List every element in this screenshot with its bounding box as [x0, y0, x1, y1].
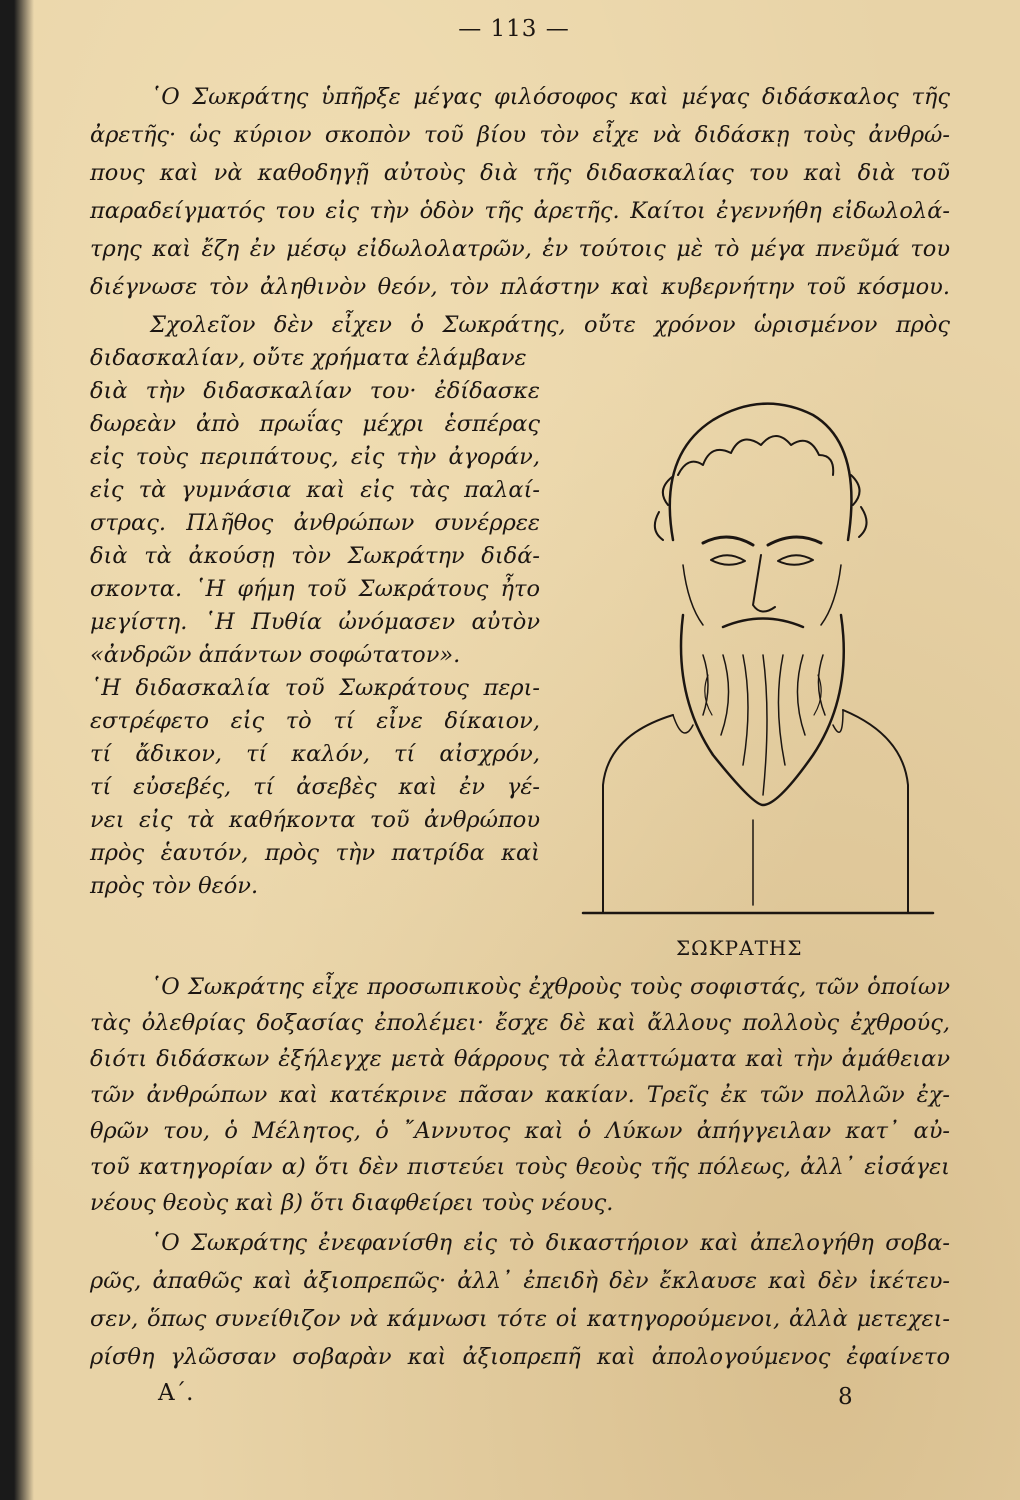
text-line: τὰς ὀλεθρίας δοξασίας ἐπολέμει· ἔσχε δὲ καὶ ἄλλους πολλοὺς ἐχθρούς, — [90, 1010, 950, 1036]
text-line: πους καὶ νὰ καθοδηγῇ αὐτοὺς διὰ τῆς διδασκαλίας του καὶ διὰ τοῦ — [90, 160, 950, 186]
text-line: σκοντα. ῾Η φήμη τοῦ Σωκράτους ἦτο — [90, 576, 540, 602]
text-line: τοῦ κατηγορίαν α) ὅτι δὲν πιστεύει τοὺς θεοὺς τῆς πόλεως, ἀλλ᾽ εἰσάγει — [90, 1154, 950, 1180]
text-line: μεγίστη. ῾Η Πυθία ὠνόμασεν αὐτὸν — [90, 609, 540, 635]
text-line: τρης καὶ ἔζη ἐν μέσῳ εἰδωλολατρῶν, ἐν τούτοις μὲ τὸ μέγα πνεῦμά του — [90, 236, 950, 262]
text-line: εστρέφετο εἰς τὸ τί εἶνε δίκαιον, — [90, 708, 540, 734]
text-line: διὰ τὴν διδασκαλίαν του· ἐδίδασκε — [90, 378, 540, 404]
text-line: πρὸς ἑαυτόν, πρὸς τὴν πατρίδα καὶ — [90, 840, 540, 866]
text-line: δωρεὰν ἀπὸ πρωΐας μέχρι ἑσπέρας — [90, 411, 540, 437]
text-line: στρας. Πλῆθος ἀνθρώπων συνέρρεε — [90, 510, 540, 536]
text-line: εἰς τὰ γυμνάσια καὶ εἰς τὰς παλαί- — [90, 477, 540, 503]
illustration-caption: ΣΩΚΡΑΤΗΣ — [676, 936, 803, 960]
text-line: Σχολεῖον δὲν εἶχεν ὁ Σωκράτης, οὔτε χρόνον ὡρισμένον πρὸς — [150, 312, 950, 338]
page-number-header: — 113 — — [458, 16, 570, 42]
text-line: σεν, ὅπως συνείθιζον νὰ κάμνωσι τότε οἱ κατηγορούμενοι, ἀλλὰ μετεχει- — [90, 1306, 950, 1332]
text-line: ῾Η διδασκαλία τοῦ Σωκράτους περι- — [90, 675, 540, 701]
text-line: νέους θεοὺς καὶ β) ὅτι διαφθείρει τοὺς νέους. — [90, 1190, 614, 1216]
text-line: διέγνωσε τὸν ἀληθινὸν θεόν, τὸν πλάστην καὶ κυβερνήτην τοῦ κόσμου. — [90, 274, 950, 300]
text-line: ἀρετῆς· ὡς κύριον σκοπὸν τοῦ βίου τὸν εἶχε νὰ διδάσκῃ τοὺς ἀνθρώ- — [90, 122, 950, 148]
text-line: παραδείγματός του εἰς τὴν ὁδὸν τῆς ἀρετῆς. Καίτοι ἐγεννήθη εἰδωλολά- — [90, 198, 950, 224]
text-line: ρῶς, ἀπαθῶς καὶ ἀξιοπρεπῶς· ἀλλ᾽ ἐπειδὴ δὲν ἔκλαυσε καὶ δὲν ἱκέτευ- — [90, 1268, 950, 1294]
text-line: εἰς τοὺς περιπάτους, εἰς τὴν ἀγοράν, — [90, 444, 540, 470]
torn-page-edge — [8, 0, 34, 1500]
sheet-number: 8 — [838, 1384, 853, 1410]
text-line: τί εὐσεβές, τί ἀσεβὲς καὶ ἐν γέ- — [90, 774, 540, 800]
text-line: διὰ τὰ ἀκούσῃ τὸν Σωκράτην διδά- — [90, 543, 540, 569]
text-line: ῾Ο Σωκράτης ἐνεφανίσθη εἰς τὸ δικαστήριον καὶ ἀπελογήθη σοβα- — [150, 1230, 950, 1256]
text-line: θρῶν του, ὁ Μέλητος, ὁ ῎Αννυτος καὶ ὁ Λύκων ἀπήγγειλαν κατ᾽ αὐ- — [90, 1118, 950, 1144]
book-page — [8, 0, 1020, 1500]
text-line: πρὸς τὸν θεόν. — [90, 873, 259, 899]
text-line: ρίσθη γλῶσσαν σοβαρὰν καὶ ἀξιοπρεπῆ καὶ ἀπολογούμενος ἐφαίνετο — [90, 1344, 950, 1370]
text-line: διδασκαλίαν, οὔτε χρήματα ἐλάμβανε — [90, 345, 527, 371]
text-line: «ἀνδρῶν ἁπάντων σοφώτατον». — [90, 642, 461, 668]
text-line: τί ἄδικον, τί καλόν, τί αἰσχρόν, — [90, 741, 540, 767]
signature-mark: Α΄. — [158, 1380, 194, 1406]
text-line: νει εἰς τὰ καθήκοντα τοῦ ἀνθρώπου — [90, 807, 540, 833]
text-line: ῾Ο Σωκράτης εἶχε προσωπικοὺς ἐχθροὺς τοὺς σοφιστάς, τῶν ὁποίων — [150, 974, 950, 1000]
socrates-bust-illustration — [563, 365, 948, 930]
text-line: τῶν ἀνθρώπων καὶ κατέκρινε πᾶσαν κακίαν. Τρεῖς ἐκ τῶν πολλῶν ἐχ- — [90, 1082, 950, 1108]
text-line: ῾Ο Σωκράτης ὑπῆρξε μέγας φιλόσοφος καὶ μέγας διδάσκαλος τῆς — [150, 84, 950, 110]
text-line: διότι διδάσκων ἐξήλεγχε μετὰ θάρρους τὰ ἐλαττώματα καὶ τὴν ἀμάθειαν — [90, 1046, 950, 1072]
